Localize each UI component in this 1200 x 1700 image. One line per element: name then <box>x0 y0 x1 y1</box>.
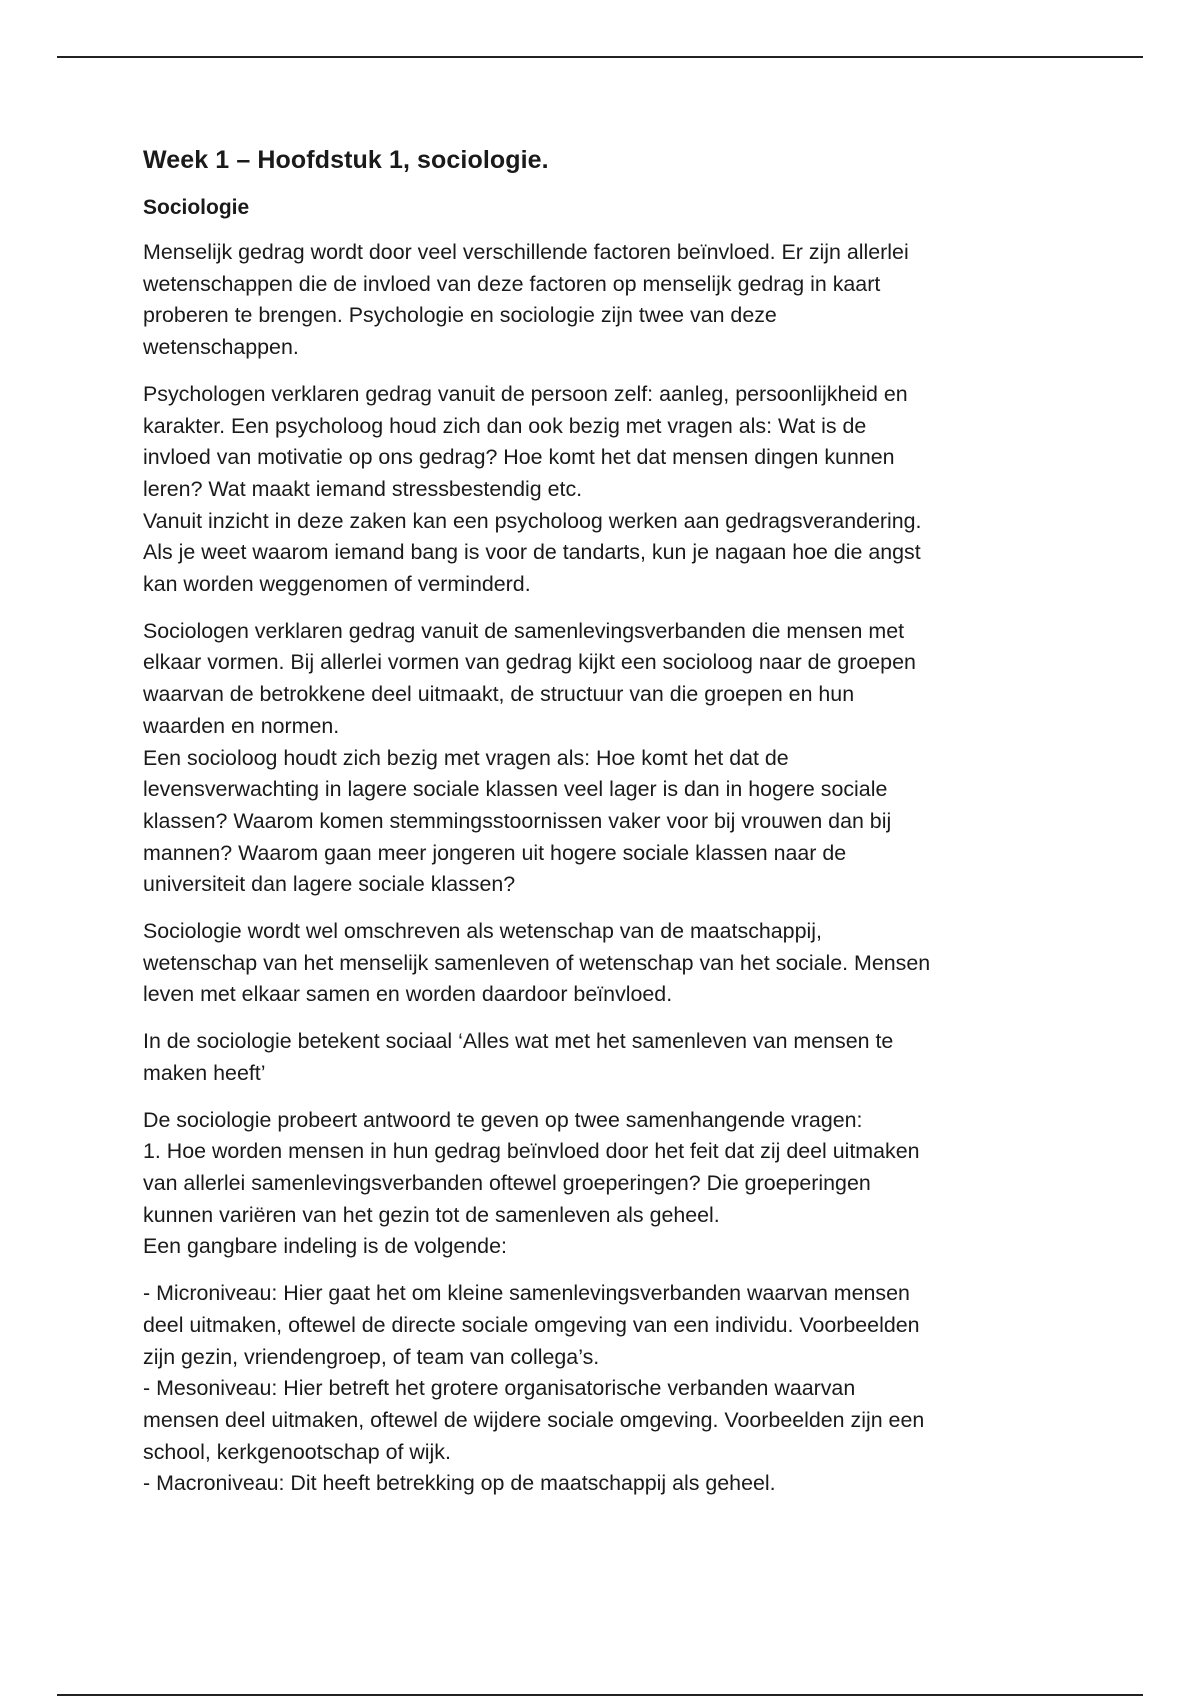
paragraph-sociologen <box>143 616 1083 901</box>
text-line: levensverwachting in lagere sociale klassen veel lager is dan in hogere sociale <box>143 777 888 802</box>
text-line: De sociologie probeert antwoord te geven op twee samenhangende vragen: <box>143 1107 863 1132</box>
text-line: karakter. Een psycholoog houd zich dan ook bezig met vragen als: Wat is de <box>143 413 867 438</box>
text-line: elkaar vormen. Bij allerlei vormen van gedrag kijkt een socioloog naar de groepen <box>143 650 916 675</box>
text-line: Psychologen verklaren gedrag vanuit de persoon zelf: aanleg, persoonlijkheid en <box>143 381 908 406</box>
text-line: school, kerkgenootschap of wijk. <box>143 1439 451 1464</box>
text-line: waarvan de betrokkene deel uitmaakt, de structuur van die groepen en hun <box>143 682 855 707</box>
text-line: In de sociologie betekent sociaal ‘Alles wat met het samenleven van mensen te <box>143 1029 894 1054</box>
text-line: Een socioloog houdt zich bezig met vragen als: Hoe komt het dat de <box>143 745 789 770</box>
text-line: Vanuit inzicht in deze zaken kan een psycholoog werken aan gedragsverandering. <box>143 508 922 533</box>
text-line: - Microniveau: Hier gaat het om kleine samenlevingsverbanden waarvan mensen <box>143 1281 910 1306</box>
bottom-divider <box>57 1694 1143 1696</box>
text-line: Een gangbare indeling is de volgende: <box>143 1234 507 1259</box>
section-heading: Sociologie <box>143 196 250 219</box>
text-line: leren? Wat maakt iemand stressbestendig etc. <box>143 476 583 501</box>
text-line: Menselijk gedrag wordt door veel verschillende factoren beïnvloed. Er zijn allerlei <box>143 240 909 264</box>
paragraph-niveaus <box>143 1278 1083 1500</box>
paragraph-psychologen <box>143 379 1083 601</box>
text-line: zijn gezin, vriendengroep, of team van collega’s. <box>143 1344 600 1369</box>
text-line: universiteit dan lagere sociale klassen? <box>143 872 516 897</box>
text-line: - Macroniveau: Dit heeft betrekking op de maatschappij als geheel. <box>143 1471 776 1496</box>
text-line: - Mesoniveau: Hier betreft het grotere organisatorische verbanden waarvan <box>143 1376 856 1401</box>
text-line: mannen? Waarom gaan meer jongeren uit hogere sociale klassen naar de <box>143 840 847 865</box>
text-line: invloed van motivatie op ons gedrag? Hoe komt het dat mensen dingen kunnen <box>143 445 895 470</box>
text-line: Sociologie wordt wel omschreven als wetenschap van de maatschappij, <box>143 919 822 944</box>
text-line: wetenschappen die de invloed van deze factoren op menselijk gedrag in kaart <box>143 271 881 296</box>
text-line: proberen te brengen. Psychologie en sociologie zijn twee van deze <box>143 303 777 328</box>
paragraph-intro <box>143 237 1083 364</box>
text-line: van allerlei samenlevingsverbanden oftewel groeperingen? Die groeperingen <box>143 1170 871 1195</box>
text-line: wetenschap van het menselijk samenleven of wetenschap van het sociale. Mensen <box>143 950 931 975</box>
text-line: Als je weet waarom iemand bang is voor de tandarts, kun je nagaan hoe die angst <box>143 540 921 565</box>
text-line: wetenschappen. <box>143 335 299 360</box>
paragraph-definitie <box>143 916 1083 1011</box>
text-line: leven met elkaar samen en worden daardoor beïnvloed. <box>143 982 673 1007</box>
text-line: 1. Hoe worden mensen in hun gedrag beïnvloed door het feit dat zij deel uitmaken <box>143 1139 920 1164</box>
text-line: mensen deel uitmaken, oftewel de wijdere sociale omgeving. Voorbeelden zijn een <box>143 1407 925 1432</box>
text-line: deel uitmaken, oftewel de directe sociale omgeving van een individu. Voorbeelden <box>143 1312 920 1337</box>
paragraph-sociaal <box>143 1026 1083 1089</box>
text-line: klassen? Waarom komen stemmingsstoornissen vaker voor bij vrouwen dan bij <box>143 808 892 833</box>
text-line: kan worden weggenomen of verminderd. <box>143 572 531 597</box>
paragraph-vragen <box>143 1105 1083 1264</box>
text-line: waarden en normen. <box>143 713 340 738</box>
top-divider <box>57 56 1143 58</box>
text-line: maken heeft’ <box>143 1060 266 1085</box>
text-line: kunnen variëren van het gezin tot de samenleven als geheel. <box>143 1202 720 1227</box>
document-body <box>143 143 1083 1515</box>
document-title: Week 1 – Hoofdstuk 1, sociologie. <box>143 146 549 174</box>
text-line: Sociologen verklaren gedrag vanuit de samenlevingsverbanden die mensen met <box>143 618 905 643</box>
